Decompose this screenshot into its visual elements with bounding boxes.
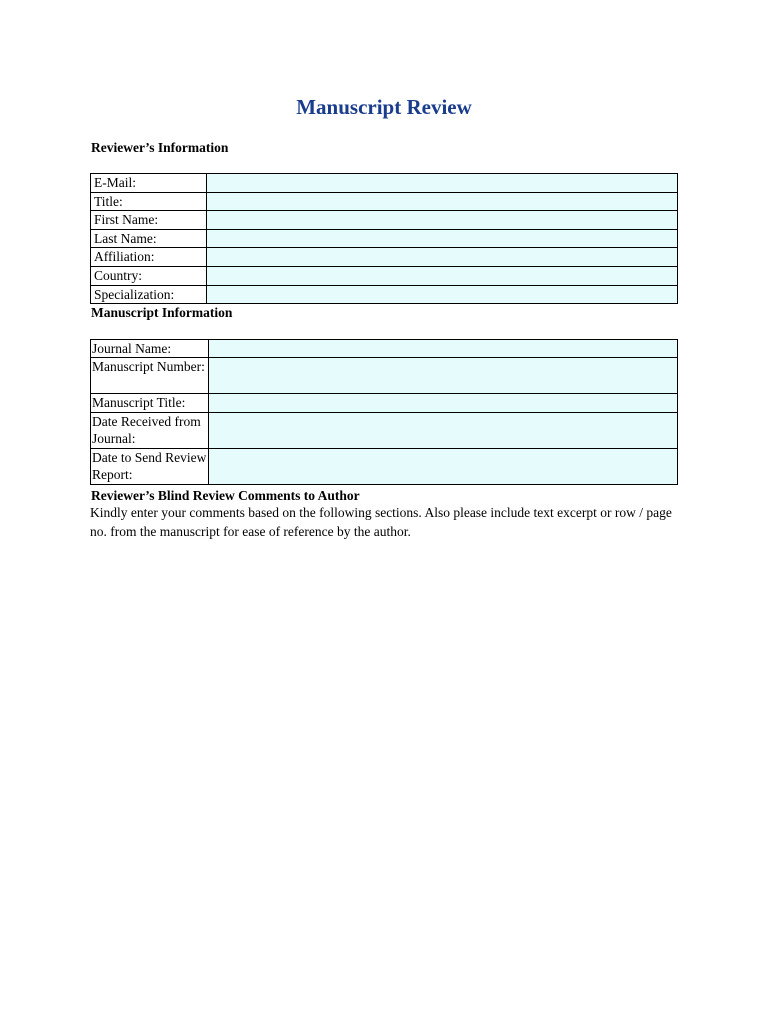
- last-name-field[interactable]: [207, 229, 678, 248]
- manuscript-info-heading: Manuscript Information: [91, 305, 233, 320]
- table-row: [91, 229, 678, 248]
- table-row: [91, 192, 678, 211]
- specialization-label: Specialization:: [91, 285, 207, 304]
- table-row: [91, 340, 678, 358]
- manuscript-number-label: Manuscript Number:: [91, 358, 209, 394]
- table-row: [91, 285, 678, 304]
- date-received-field[interactable]: [209, 412, 678, 448]
- date-to-send-field[interactable]: [209, 448, 678, 484]
- date-received-label: Date Received from Journal:: [91, 412, 209, 448]
- page-title: Manuscript Review: [296, 95, 472, 119]
- last-name-label: Last Name:: [91, 229, 207, 248]
- first-name-label: First Name:: [91, 211, 207, 230]
- manuscript-info-table: [90, 339, 678, 485]
- manuscript-number-field[interactable]: [209, 358, 678, 394]
- comments-instructions: Kindly enter your comments based on the following sections. Also please include text excerpt or row / page no. from the manuscript for ease of reference by the author.: [90, 505, 672, 539]
- date-to-send-label: Date to Send Review Report:: [91, 448, 209, 484]
- table-row: [91, 266, 678, 285]
- table-row: [91, 358, 678, 394]
- country-field[interactable]: [207, 266, 678, 285]
- first-name-field[interactable]: [207, 211, 678, 230]
- comments-heading: Reviewer’s Blind Review Comments to Author: [91, 488, 360, 503]
- email-label: E-Mail:: [91, 174, 207, 193]
- reviewer-info-table: [90, 173, 678, 304]
- journal-name-label: Journal Name:: [91, 340, 209, 358]
- table-row: [91, 412, 678, 448]
- manuscript-title-label: Manuscript Title:: [91, 394, 209, 412]
- table-row: [91, 174, 678, 193]
- specialization-field[interactable]: [207, 285, 678, 304]
- title-label: Title:: [91, 192, 207, 211]
- manuscript-title-field[interactable]: [209, 394, 678, 412]
- table-row: [91, 248, 678, 267]
- email-field[interactable]: [207, 174, 678, 193]
- reviewer-info-heading: Reviewer’s Information: [91, 140, 229, 155]
- affiliation-label: Affiliation:: [91, 248, 207, 267]
- table-row: [91, 211, 678, 230]
- title-field[interactable]: [207, 192, 678, 211]
- affiliation-field[interactable]: [207, 248, 678, 267]
- table-row: [91, 394, 678, 412]
- journal-name-field[interactable]: [209, 340, 678, 358]
- country-label: Country:: [91, 266, 207, 285]
- table-row: [91, 448, 678, 484]
